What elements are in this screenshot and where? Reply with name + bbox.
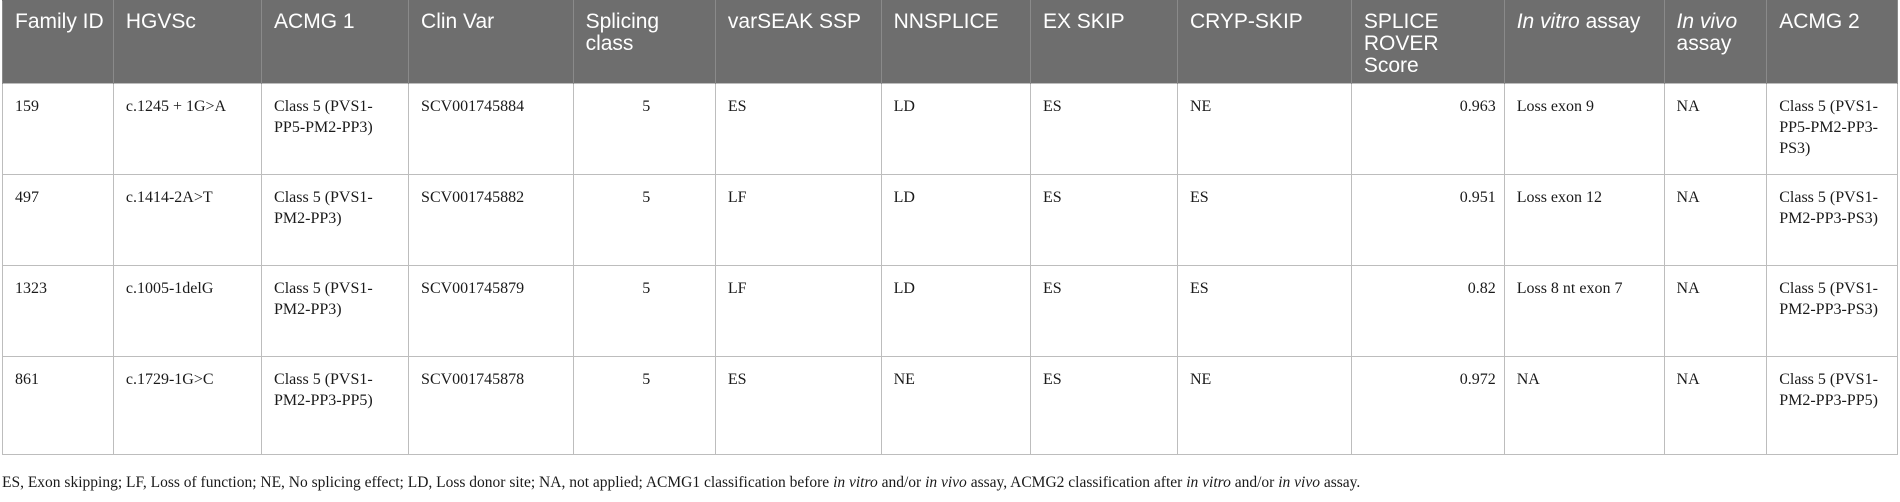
header-cryp-skip: CRYP-SKIP	[1177, 1, 1351, 84]
ex-skip-cell: ES	[1030, 84, 1177, 175]
in-vitro-assay-cell: Loss exon 12	[1504, 175, 1664, 266]
hgvsc-cell: c.1414-2A>T	[113, 175, 261, 266]
nnsplice-cell: NE	[881, 357, 1030, 455]
header-nnsplice: NNSPLICE	[881, 1, 1030, 84]
splicing-class-cell: 5	[573, 84, 715, 175]
varseak-ssp-cell: ES	[715, 357, 881, 455]
header-acmg-1: ACMG 1	[262, 1, 409, 84]
in-vitro-assay-cell: Loss 8 nt exon 7	[1504, 266, 1664, 357]
cryp-skip-cell: NE	[1177, 84, 1351, 175]
header-acmg-2: ACMG 2	[1767, 1, 1898, 84]
hgvsc-cell: c.1729-1G>C	[113, 357, 261, 455]
acmg-1-cell: Class 5 (PVS1-PM2-PP3-PP5)	[262, 357, 409, 455]
in-vivo-assay-cell: NA	[1664, 357, 1767, 455]
header-splice-rover-score: SPLICE ROVER Score	[1351, 1, 1504, 84]
ex-skip-cell: ES	[1030, 357, 1177, 455]
acmg-2-cell: Class 5 (PVS1-PM2-PP3-PS3)	[1767, 175, 1898, 266]
nnsplice-cell: LD	[881, 266, 1030, 357]
table-row	[3, 84, 1898, 175]
nnsplice-cell: LD	[881, 84, 1030, 175]
clinvar-cell: SCV001745878	[409, 357, 574, 455]
ex-skip-cell: ES	[1030, 175, 1177, 266]
nnsplice-cell: LD	[881, 175, 1030, 266]
variant-table	[2, 0, 1898, 455]
acmg-1-cell: Class 5 (PVS1-PP5-PM2-PP3)	[262, 84, 409, 175]
varseak-ssp-cell: LF	[715, 175, 881, 266]
ex-skip-cell: ES	[1030, 266, 1177, 357]
acmg-1-cell: Class 5 (PVS1-PM2-PP3)	[262, 266, 409, 357]
header-clinvar: Clin Var	[409, 1, 574, 84]
in-vitro-assay-cell: Loss exon 9	[1504, 84, 1664, 175]
header-varseak-ssp: varSEAK SSP	[715, 1, 881, 84]
header-splicing-class: Splicing class	[573, 1, 715, 84]
family-id-cell: 861	[3, 357, 114, 455]
family-id-cell: 1323	[3, 266, 114, 357]
splice-rover-score-cell: 0.951	[1351, 175, 1504, 266]
clinvar-cell: SCV001745882	[409, 175, 574, 266]
splicing-class-cell: 5	[573, 266, 715, 357]
family-id-cell: 497	[3, 175, 114, 266]
varseak-ssp-cell: ES	[715, 84, 881, 175]
cryp-skip-cell: NE	[1177, 357, 1351, 455]
header-in-vitro-assay: In vitro assay	[1504, 1, 1664, 84]
header-in-vivo-assay: In vivo assay	[1664, 1, 1767, 84]
clinvar-cell: SCV001745884	[409, 84, 574, 175]
cryp-skip-cell: ES	[1177, 266, 1351, 357]
acmg-1-cell: Class 5 (PVS1-PM2-PP3)	[262, 175, 409, 266]
table-row	[3, 175, 1898, 266]
header-hgvsc: HGVSc	[113, 1, 261, 84]
in-vivo-assay-cell: NA	[1664, 175, 1767, 266]
header-row	[3, 1, 1898, 84]
table-footnote: ES, Exon skipping; LF, Loss of function; NE, No splicing effect; LD, Loss donor site; NA, not applied; ACMG1 classification before in vitro and/or in vivo assay, ACMG2 classification after in vitro and/or in vivo assay.	[2, 474, 1361, 491]
header-family-id: Family ID	[3, 1, 114, 84]
splice-rover-score-cell: 0.972	[1351, 357, 1504, 455]
splicing-class-cell: 5	[573, 175, 715, 266]
family-id-cell: 159	[3, 84, 114, 175]
varseak-ssp-cell: LF	[715, 266, 881, 357]
splice-rover-score-cell: 0.963	[1351, 84, 1504, 175]
acmg-2-cell: Class 5 (PVS1-PM2-PP3-PS3)	[1767, 266, 1898, 357]
splicing-class-cell: 5	[573, 357, 715, 455]
in-vivo-assay-cell: NA	[1664, 84, 1767, 175]
acmg-2-cell: Class 5 (PVS1-PM2-PP3-PP5)	[1767, 357, 1898, 455]
acmg-2-cell: Class 5 (PVS1-PP5-PM2-PP3-PS3)	[1767, 84, 1898, 175]
in-vitro-assay-cell: NA	[1504, 357, 1664, 455]
header-ex-skip: EX SKIP	[1030, 1, 1177, 84]
hgvsc-cell: c.1245 + 1G>A	[113, 84, 261, 175]
table-row	[3, 266, 1898, 357]
cryp-skip-cell: ES	[1177, 175, 1351, 266]
hgvsc-cell: c.1005-1delG	[113, 266, 261, 357]
table-row	[3, 357, 1898, 455]
splice-rover-score-cell: 0.82	[1351, 266, 1504, 357]
clinvar-cell: SCV001745879	[409, 266, 574, 357]
in-vivo-assay-cell: NA	[1664, 266, 1767, 357]
